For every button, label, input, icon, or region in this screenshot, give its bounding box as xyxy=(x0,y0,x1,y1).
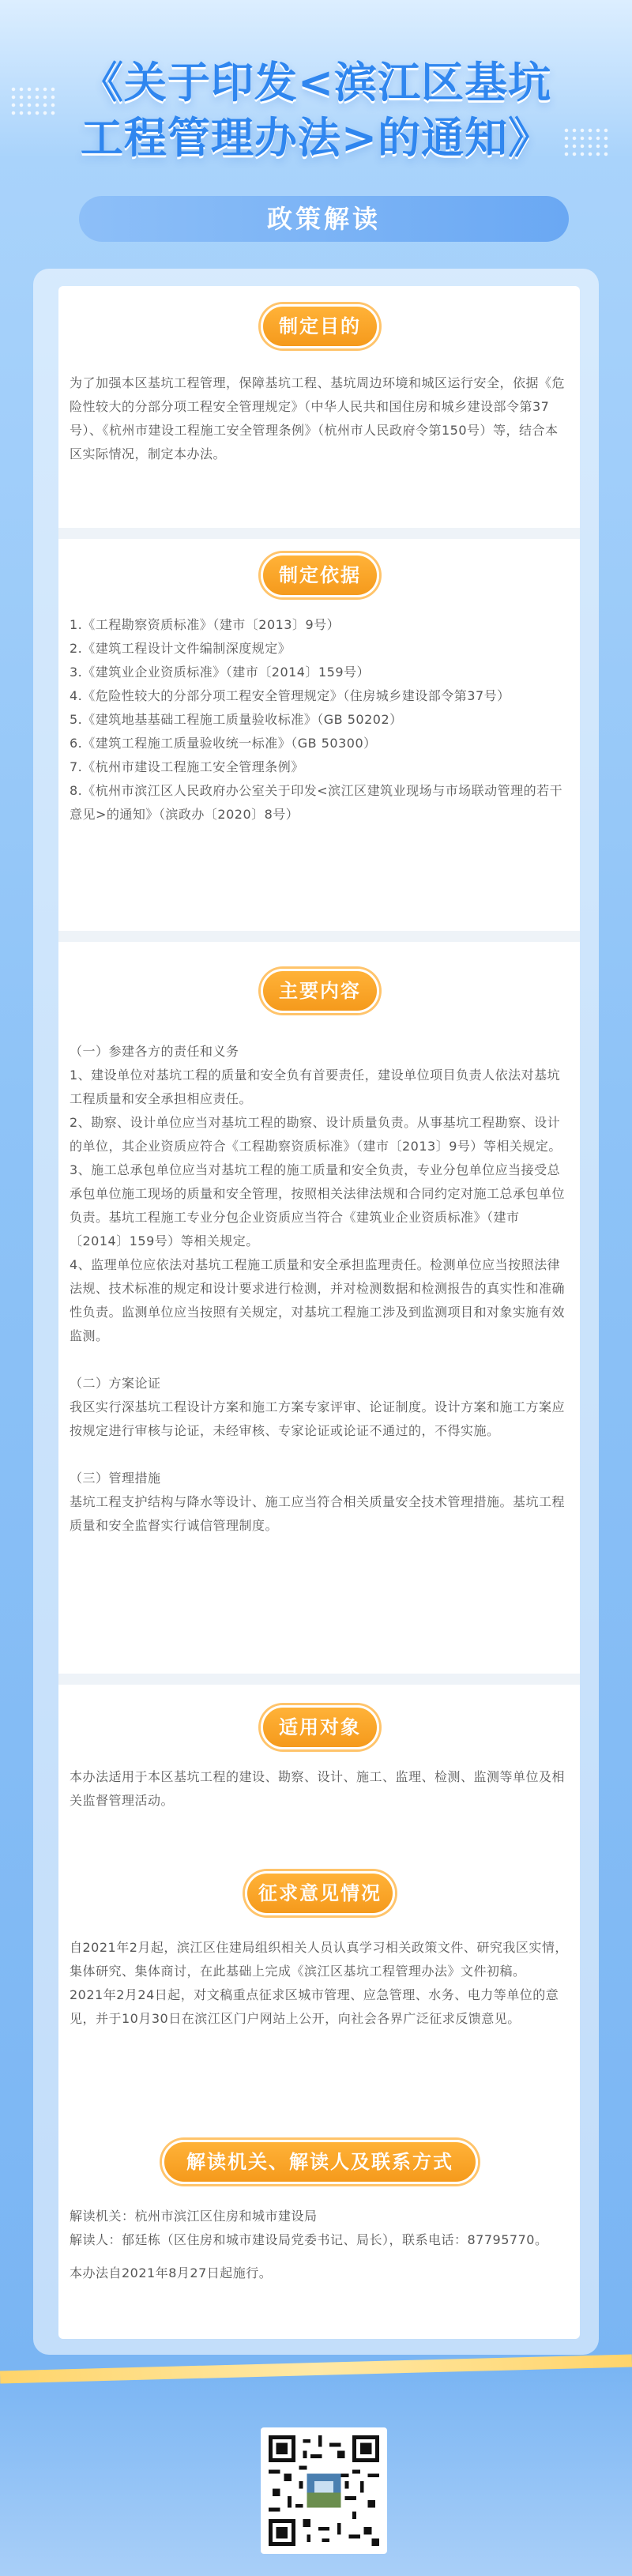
section-divider xyxy=(58,528,580,539)
content-item: 基坑工程支护结构与降水等设计、施工应当符合相关质量安全技术管理措施。基坑工程质量和安全监督实行诚信管理制度。 xyxy=(70,1494,566,1533)
section-title-content: 主要内容 xyxy=(261,969,379,1013)
title-line-2: 工程管理办法>的通知》 xyxy=(80,113,552,163)
basis-item: 7.《杭州市建设工程施工安全管理条例》 xyxy=(70,759,304,774)
content-subhead: （一）参建各方的责任和义务 xyxy=(70,1044,239,1059)
basis-list xyxy=(70,613,570,827)
effective-date: 本办法自2021年8月27日起施行。 xyxy=(70,2265,273,2280)
scope-body: 本办法适用于本区基坑工程的建设、勘察、设计、施工、监理、检测、监测等单位及相关监督管理活动。 xyxy=(70,1769,566,1808)
section-title-purpose: 制定目的 xyxy=(261,304,379,348)
title-line-1: 《关于印发<滨江区基坑 xyxy=(80,58,552,107)
content-subhead: （三）管理措施 xyxy=(70,1471,161,1486)
content-item: 1、建设单位对基坑工程的质量和安全负有首要责任，建设单位项目负责人依法对基坑工程质量和安全承担相应责任。 xyxy=(70,1068,561,1106)
basis-item: 5.《建筑地基基础工程施工质量验收标准》（GB 50202） xyxy=(70,712,403,727)
basis-item: 3.《建筑业企业资质标准》（建市〔2014〕159号） xyxy=(70,665,371,680)
decor-band xyxy=(0,2355,632,2384)
basis-item: 1.《工程勘察资质标准》（建市〔2013〕9号） xyxy=(70,617,340,632)
contact-person: 解读人：郁廷栋（区住房和城市建设局党委书记、局长），联系电话：87795770。 xyxy=(70,2232,548,2247)
basis-item: 8.《杭州市滨江区人民政府办公室关于印发<滨江区建筑业现场与市场联动管理的若干意见>的通知》（滨政办〔2020〕8号） xyxy=(70,783,563,822)
section-divider xyxy=(58,1674,580,1685)
consult-body xyxy=(70,1936,570,2031)
basis-item: 6.《建筑工程施工质量验收统一标准》（GB 50300） xyxy=(70,736,377,751)
content-item: 我区实行深基坑工程设计方案和施工方案专家评审、论证制度。设计方案和施工方案应按规定进行审核与论证，未经审核、专家论证或论证不通过的，不得实施。 xyxy=(70,1399,566,1438)
section-title-contact: 解读机关、解读人及联系方式 xyxy=(162,2140,478,2184)
section-divider xyxy=(58,931,580,942)
content-subhead: （二）方案论证 xyxy=(70,1376,161,1391)
content-body xyxy=(70,1040,570,1538)
page-title xyxy=(0,55,632,166)
contact-body xyxy=(70,2205,570,2285)
basis-item: 2.《建筑工程设计文件编制深度规定》 xyxy=(70,641,292,656)
consult-paragraph: 2021年2月24日起，对文稿重点征求区城市管理、应急管理、水务、电力等单位的意见，并于10月30日在滨江区门户网站上公开，向社会各界广泛征求反馈意见。 xyxy=(70,1987,559,2026)
contact-agency: 解读机关：杭州市滨江区住房和城市建设局 xyxy=(70,2209,318,2224)
purpose-body: 为了加强本区基坑工程管理，保障基坑工程、基坑周边环境和城区运行安全，依据《危险性较大的分部分项工程安全管理规定》（中华人民共和国住房和城乡建设部令第37号）、《杭州市建设工程施工安全管理条例》（杭州市人民政府令第150号）等，结合本区实际情况，制定本办法。 xyxy=(70,375,566,461)
consult-paragraph: 自2021年2月起，滨江区住建局组织相关人员认真学习相关政策文件、研究我区实情，集体研究、集体商讨，在此基础上完成《滨江区基坑工程管理办法》文件初稿。 xyxy=(70,1940,568,1979)
qr-code[interactable] xyxy=(261,2427,387,2554)
section-title-consult: 征求意见情况 xyxy=(245,1871,395,1915)
section-title-basis: 制定依据 xyxy=(261,553,379,597)
content-item: 4、监理单位应依法对基坑工程施工质量和安全承担监理责任。检测单位应当按照法律法规、技术标准的规定和设计要求进行检测，并对检测数据和检测报告的真实性和准确性负责。监测单位应当按照有关规定，对基坑工程施工涉及到监测项目和对象实施有效监测。 xyxy=(70,1257,566,1343)
subtitle-banner: 政策解读 xyxy=(79,196,569,242)
content-item: 3、施工总承包单位应当对基坑工程的施工质量和安全负责，专业分包单位应当接受总承包单位施工现场的质量和安全管理，按照相关法律法规和合同约定对施工总承包单位负责。基坑工程施工专业分包企业资质应当符合《建筑业企业资质标准》（建市〔2014〕159号）等相关规定。 xyxy=(70,1162,566,1248)
section-title-scope: 适用对象 xyxy=(261,1705,379,1749)
basis-item: 4.《危险性较大的分部分项工程安全管理规定》（住房城乡建设部令第37号） xyxy=(70,688,510,703)
qr-code-icon xyxy=(269,2435,379,2546)
content-item: 2、勘察、设计单位应当对基坑工程的勘察、设计质量负责。从事基坑工程勘察、设计的单位，其企业资质应符合《工程勘察资质标准》（建市〔2013〕9号）等相关规定。 xyxy=(70,1115,562,1154)
